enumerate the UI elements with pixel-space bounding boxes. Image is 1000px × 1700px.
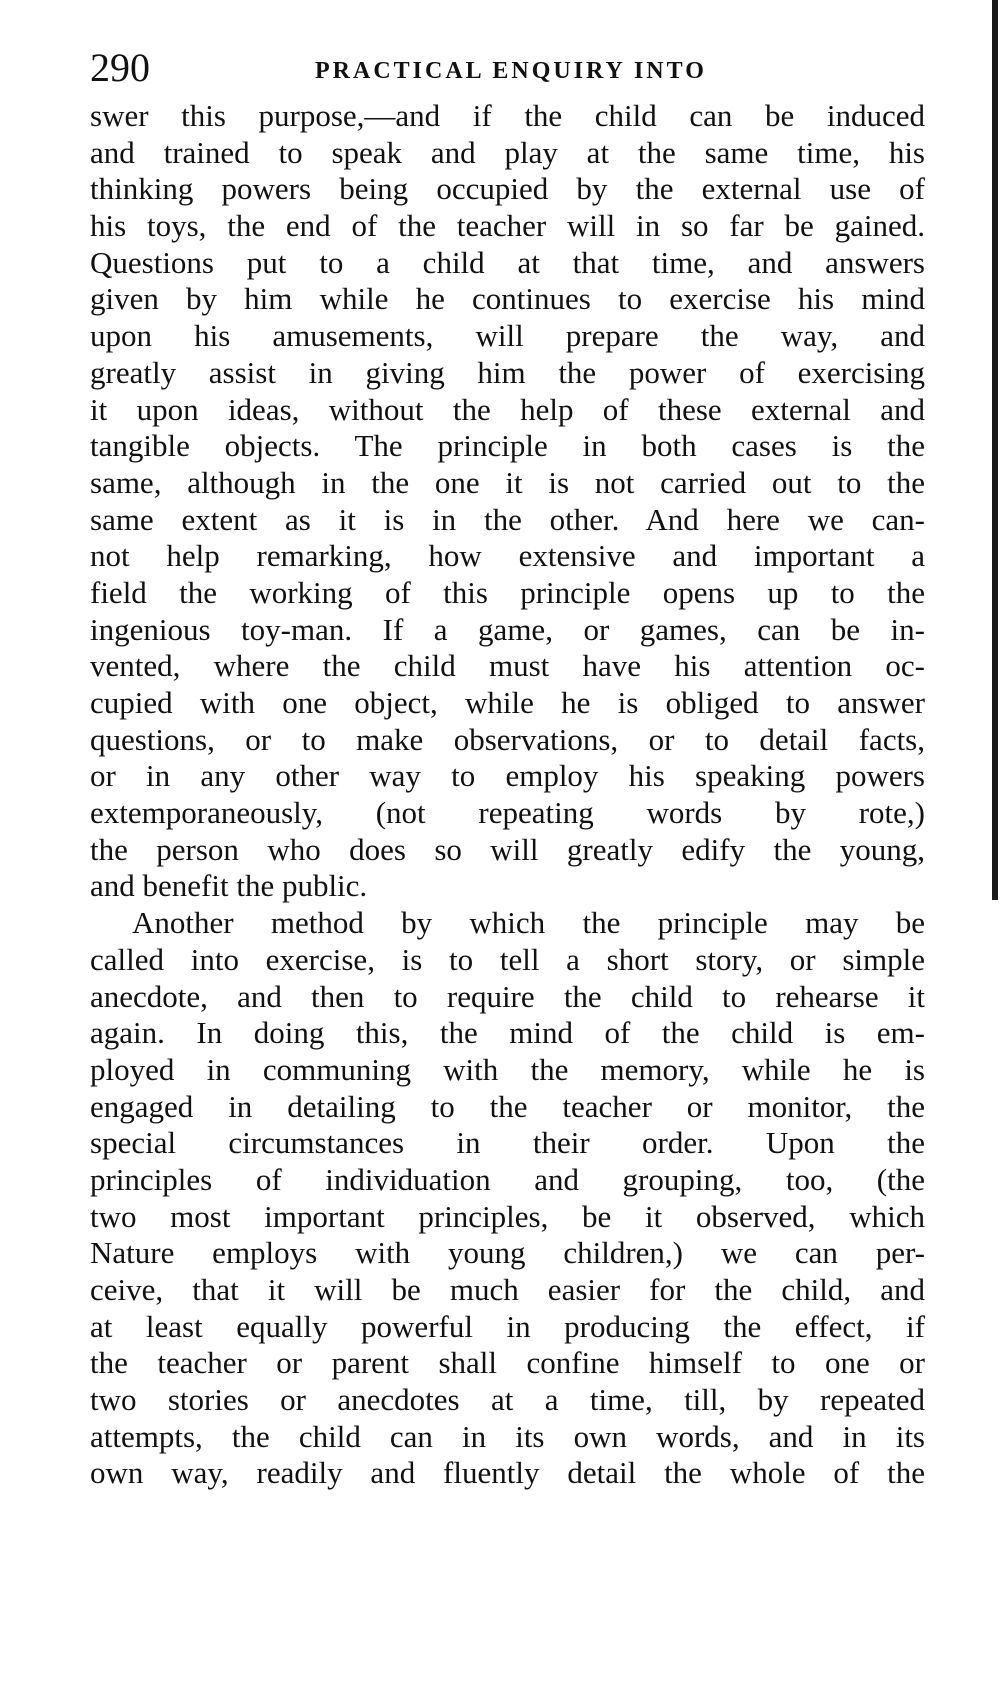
body-text <box>90 98 925 1492</box>
text-line: it upon ideas, without the help of these external and <box>90 391 925 427</box>
page-header <box>90 38 925 98</box>
text-line: and trained to speak and play at the same time, his <box>90 134 925 170</box>
text-line: anecdote, and then to require the child to rehearse it <box>90 978 925 1014</box>
text-line: ingenious toy-man. If a game, or games, can be in- <box>90 611 925 647</box>
text-line: upon his amusements, will prepare the way, and <box>90 318 925 354</box>
text-line: and benefit the public. <box>90 868 368 904</box>
text-line: greatly assist in giving him the power of exercising <box>90 354 925 390</box>
text-line: extemporaneously, (not repeating words by rote,) <box>90 795 925 831</box>
text-line: engaged in detailing to the teacher or monitor, the <box>90 1088 925 1124</box>
text-line: two most important principles, be it observed, which <box>90 1198 925 1234</box>
text-line: special circumstances in their order. Upon the <box>90 1125 925 1161</box>
text-line: two stories or anecdotes at a time, till, by repeated <box>90 1382 925 1418</box>
text-line: Another method by which the principle may be <box>132 905 925 941</box>
text-line: or in any other way to employ his speaking powers <box>90 758 925 794</box>
page-edge-rule <box>992 0 998 900</box>
text-line: again. In doing this, the mind of the child is em- <box>90 1015 925 1051</box>
text-line: at least equally powerful in producing the effect, if <box>90 1308 925 1344</box>
text-line: field the working of this principle opens up to the <box>90 574 925 610</box>
text-line: called into exercise, is to tell a short story, or simple <box>90 941 925 977</box>
page-number: 290 <box>90 45 150 90</box>
text-line: same, although in the one it is not carried out to the <box>90 464 925 500</box>
text-line: own way, readily and fluently detail the whole of the <box>90 1455 925 1491</box>
running-head: PRACTICAL ENQUIRY INTO <box>315 58 707 84</box>
text-line: same extent as it is in the other. And here we can- <box>90 501 925 537</box>
text-line: his toys, the end of the teacher will in so far be gained. <box>90 208 925 244</box>
text-line: not help remarking, how extensive and important a <box>90 538 925 574</box>
text-line: ceive, that it will be much easier for the child, and <box>90 1272 925 1307</box>
text-line: attempts, the child can in its own words, and in its <box>90 1418 925 1454</box>
text-line: Questions put to a child at that time, and answers <box>90 244 925 280</box>
text-line: the teacher or parent shall confine himself to one or <box>90 1345 925 1381</box>
text-line: given by him while he continues to exercise his mind <box>90 281 925 317</box>
text-line: Nature employs with young children,) we can per- <box>90 1235 925 1271</box>
text-line: vented, where the child must have his attention oc- <box>90 648 925 684</box>
text-line: cupied with one object, while he is obliged to answer <box>90 685 925 720</box>
text-line: thinking powers being occupied by the external use of <box>90 171 925 207</box>
text-line: questions, or to make observations, or to detail facts, <box>90 721 925 757</box>
text-line: ployed in communing with the memory, while he is <box>90 1051 925 1087</box>
text-line: tangible objects. The principle in both cases is the <box>90 428 925 464</box>
text-line: swer this purpose,—and if the child can be induced <box>90 98 925 133</box>
text-line: principles of individuation and grouping, too, (the <box>90 1161 925 1197</box>
text-line: the person who does so will greatly edify the young, <box>90 831 925 867</box>
